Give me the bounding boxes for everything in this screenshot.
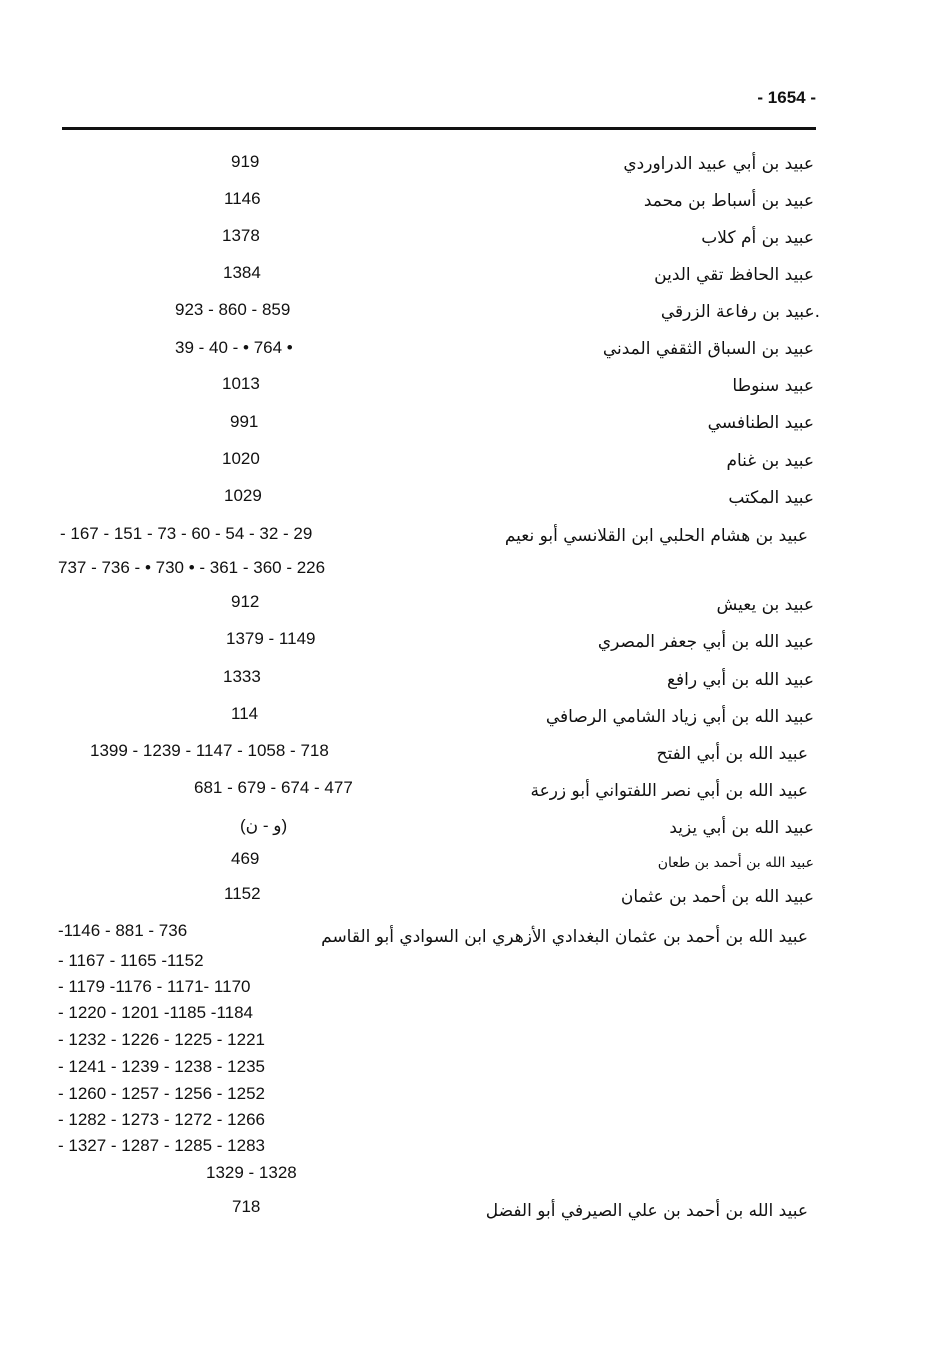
entry-refs: 1020 [222,449,260,468]
entry-refs-line: - 167 - 151 - 73 - 60 - 54 - 32 - 29 [60,524,313,543]
entry-refs-line: - 1241 - 1239 - 1238 - 1235 [58,1057,265,1076]
entry-refs: 39 - 40 - • 764 • [175,338,293,357]
entry-name: عبيد بن يعيش [716,595,814,615]
entry-refs-line: - 1232 - 1226 - 1225 - 1221 [58,1030,265,1049]
entry-name: عبيد سنوطا [732,376,814,396]
entry-refs: 1379 - 1149 [226,629,316,648]
entry-name: عبيد الله بن أحمد بن طعان [657,855,814,871]
entry-name: عبيد الله بن أحمد بن عثمان البغدادي الأزهري ابن السوادي أبو القاسم [321,927,808,947]
entry-refs: 1333 [223,667,261,686]
entry-name: عبيد الله بن أبي نصر اللفتواني أبو زرعة [530,781,808,801]
entry-name: عبيد بن هشام الحلبي ابن القلانسي أبو نعيم [504,526,808,546]
entry-name: عبيد المكتب [728,488,814,508]
entry-refs: 1152 [224,884,261,903]
entry-refs: 469 [231,849,260,868]
entry-refs: 1029 [224,486,262,505]
entry-refs: 919 [231,152,260,171]
entry-name: عبيد بن غنام [726,451,814,471]
entry-name: عبيد بن أم كلاب [701,228,814,248]
entry-name: عبيد الله بن أبي يزيد [669,818,814,838]
entry-refs: 114 [231,704,259,723]
entry-refs: (و - ن) [240,816,288,835]
page-number: - 1654 - [757,88,816,107]
entry-refs-line: - 1260 - 1257 - 1256 - 1252 [58,1084,265,1103]
entry-refs-line: 737 - 736 - • 730 • - 361 - 360 - 226 [58,558,326,577]
entry-refs: 1399 - 1239 - 1147 - 1058 - 718 [90,741,329,760]
entry-refs: 912 [231,592,260,611]
entry-name: عبيد الله بن أبي رافع [667,670,814,690]
entry-name: عبيد بن أبي عبيد الدراوردي [623,154,814,174]
entry-refs: 1013 [222,374,260,393]
entry-name: عبيد بن السباق الثقفي المدني [602,339,814,359]
entry-refs-line: -1146 - 881 - 736 [58,921,188,940]
entry-name: عبيد الله بن أبي جعفر المصري [597,632,814,652]
entry-name: عبيد الله بن أحمد بن عثمان [620,887,814,907]
entry-refs: 681 - 679 - 674 - 477 [194,778,353,797]
entry-refs-line: 1329 - 1328 [206,1163,297,1182]
entry-refs: 991 [230,412,259,431]
entry-refs: 1378 [222,226,260,245]
entry-name: عبيد الحافظ تقي الدين [654,265,814,285]
entry-refs: 718 [232,1197,261,1216]
entry-name: عبيد الله بن أحمد بن علي الصيرفي أبو الفضل [485,1201,808,1221]
entry-name: عبيد الله بن أبي الفتح [656,744,808,764]
entry-refs-line: - 1179 -1176 - 1171- 1170 [58,977,251,996]
entry-refs: 923 - 860 - 859 [175,300,291,319]
entry-name: .عبيد بن رفاعة الزرقي [660,302,820,322]
entry-name: عبيد الطنافسي [707,413,814,433]
entry-refs-line: - 1220 - 1201 -1185 -1184 [58,1003,254,1022]
entry-refs-line: - 1167 - 1165 -1152 [58,951,204,970]
entry-refs-line: - 1282 - 1273 - 1272 - 1266 [58,1110,265,1129]
entry-name: عبيد الله بن أبي زياد الشامي الرصافي [545,707,814,727]
header-rule [62,127,816,130]
entry-name: عبيد بن أسباط بن محمد [643,191,814,211]
entry-refs: 1384 [223,263,261,282]
entry-refs-line: - 1327 - 1287 - 1285 - 1283 [58,1136,265,1155]
entry-refs: 1146 [224,189,261,208]
